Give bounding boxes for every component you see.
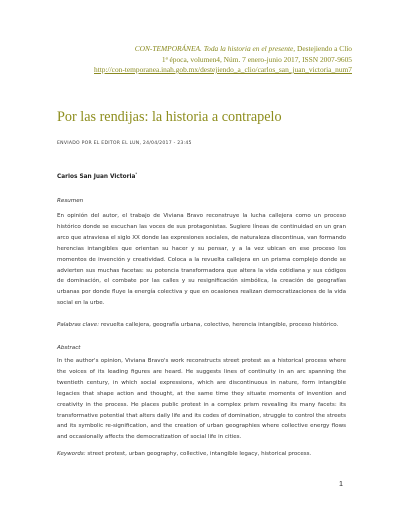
keywords-en: street protest, urban geography, collective, intangible legacy, historical process. <box>85 451 312 457</box>
keywords-label-en: Keywords: <box>57 451 86 457</box>
resumen-heading: Resumen <box>57 198 84 204</box>
abstract-heading: Abstract <box>57 345 81 351</box>
article-link[interactable]: http://con-temporanea.inah.gob.mx/destejiendo_a_clio/carlos_san_juan_victoria_num7 <box>94 65 352 74</box>
journal-header <box>52 44 352 76</box>
abstract-text: In the author's opinion, Viviana Bravo's work reconstructs street protest as a historical process where the voices of its leading figures are heard. He suggests lines of continuity in an arc spanning the twentieth century, in which social expressions, which are discontinuous in nature, form intangible legacies that shape action and thought, at the same time they situate moments of invention and creativity in the process. He places public protest in a complex prism revealing its many facets: its transformative potential that alters daily life and its codes of domination, struggle to control the streets and its symbolic re-signification, and the creation of urban geographies where collective energy flows and occasionally affects the democratization of social life in cities. <box>57 358 346 441</box>
article-title: Por las rendijas: la historia a contrapelo <box>57 109 282 125</box>
keywords-es: revuelta callejera, geografía urbana, colectivo, herencia intangible, proceso histórico. <box>99 322 339 328</box>
journal-name: CON-TEMPORÁNEA. Toda la historia en el presente, <box>134 44 296 53</box>
sent-date: ENVIADO POR EL EDITOR EL LUN, 24/04/2017 - 23:45 <box>57 141 192 146</box>
keywords-label-es: Palabras clave: <box>57 322 100 328</box>
author-note-marker[interactable]: * <box>135 172 138 176</box>
page-number: 1 <box>339 479 343 488</box>
journal-citation <box>52 44 352 55</box>
author-name <box>57 172 137 180</box>
abstract-keywords <box>57 449 346 460</box>
resumen-keywords <box>57 320 346 331</box>
resumen-text: En opinión del autor, el trabajo de Viviana Bravo reconstruye la lucha callejera como un proceso histórico donde se escuchan las voces de sus protagonistas. Sugiere líneas de continuidad en un gran arco que atraviesa el siglo XX donde las expresiones sociales, de naturaleza discontinua, van formando herencias intangibles que orientan su hacer y su pensar, y a la vez ubican en ese proceso los momentos de invención y creatividad. Coloca a la revuelta callejera en un prisma complejo donde se advierten sus muchas facetas: su potencia transformadora que altera la vida cotidiana y sus códigos de dominación, el combate por las calles y su resignificación simbólica, la creación de geografías urbanas por donde fluye la energía colectiva y que en ocasiones realizan democratizaciones de la vida social en la urbe. <box>57 213 346 307</box>
journal-issue: 1ª época, volumen4, Núm. 7 enero-junio 2017, ISSN 2007-9605 <box>161 54 352 64</box>
author-name-text: Carlos San Juan Victoria <box>57 173 136 180</box>
journal-section: Destejiendo a Clío <box>295 44 352 53</box>
